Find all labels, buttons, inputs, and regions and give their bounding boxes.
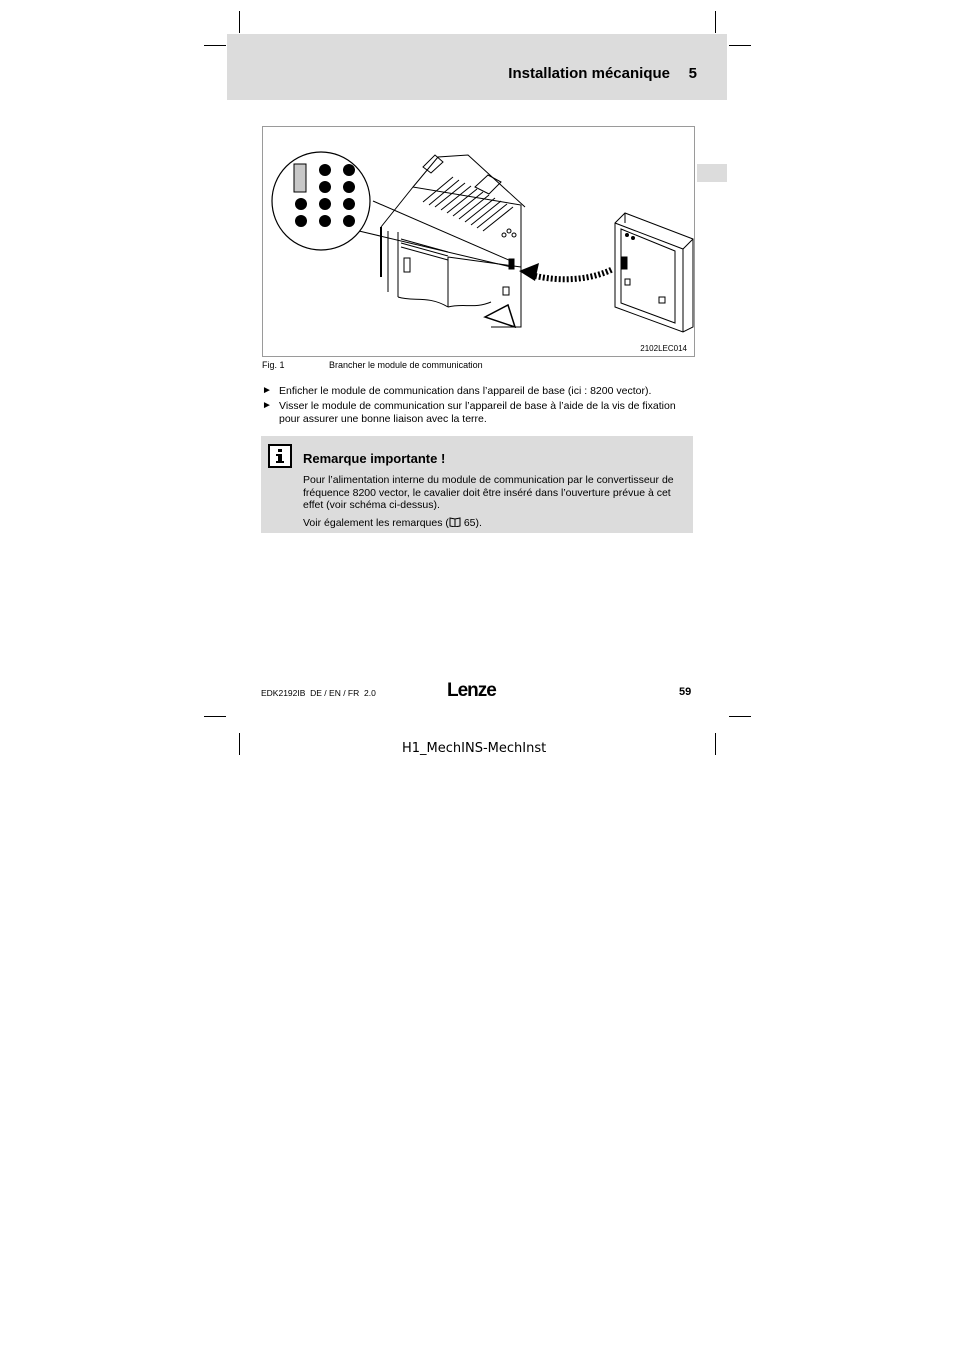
crop-mark [239,11,240,33]
document-id: EDK2192IB DE / EN / FR 2.0 [261,688,376,698]
bullet-arrow-icon: ► [262,385,272,396]
section-title: Installation mécanique [508,65,670,82]
note-body [303,474,688,529]
important-note [261,436,693,533]
info-icon [268,444,292,468]
chapter-number: 5 [688,65,697,82]
connector-detail [272,152,370,250]
instruction-item [262,400,697,425]
instruction-text: Visser le module de communication sur l’appareil de base à l’aide de la vis de fixation pour assurer une bonne liaison avec la terre. [279,400,676,425]
note-see-also: Voir également les remarques ( 65). [303,516,482,529]
instruction-item [262,385,697,398]
figure-caption-label: Fig. 1 [262,360,285,370]
page-number: 59 [679,686,692,698]
installation-illustration [263,127,694,356]
book-icon [449,517,461,527]
document-slug: H1_MechINS-MechInst [402,741,547,756]
instruction-text: Enficher le module de communication dans l’appareil de base (ici : 8200 vector). [279,385,652,397]
crop-mark [729,45,751,46]
svg-text:Lenze: Lenze [447,680,496,701]
note-title: Remarque importante ! [303,451,446,466]
crop-mark [715,733,716,755]
note-text: Pour l’alimentation interne du module de communication par le convertisseur de fréquence 8200 vector, le cavalier doit être inséré dans l’ouverture prévue à cet effet (voir schéma ci-dessus). [303,474,674,511]
bullet-arrow-icon: ► [262,400,272,411]
crop-mark [715,11,716,33]
figure-code: 2102LEC014 [640,344,687,353]
crop-mark [204,45,226,46]
lenze-logo [447,679,507,701]
communication-module-drawing [615,213,693,332]
crop-mark [204,716,226,717]
figure-frame [262,126,695,357]
page-header [227,34,727,100]
crop-mark [239,733,240,755]
crop-mark [729,716,751,717]
chapter-tab [697,164,727,182]
figure-caption-text: Brancher le module de communication [329,360,483,370]
plug-arrow [519,263,613,281]
